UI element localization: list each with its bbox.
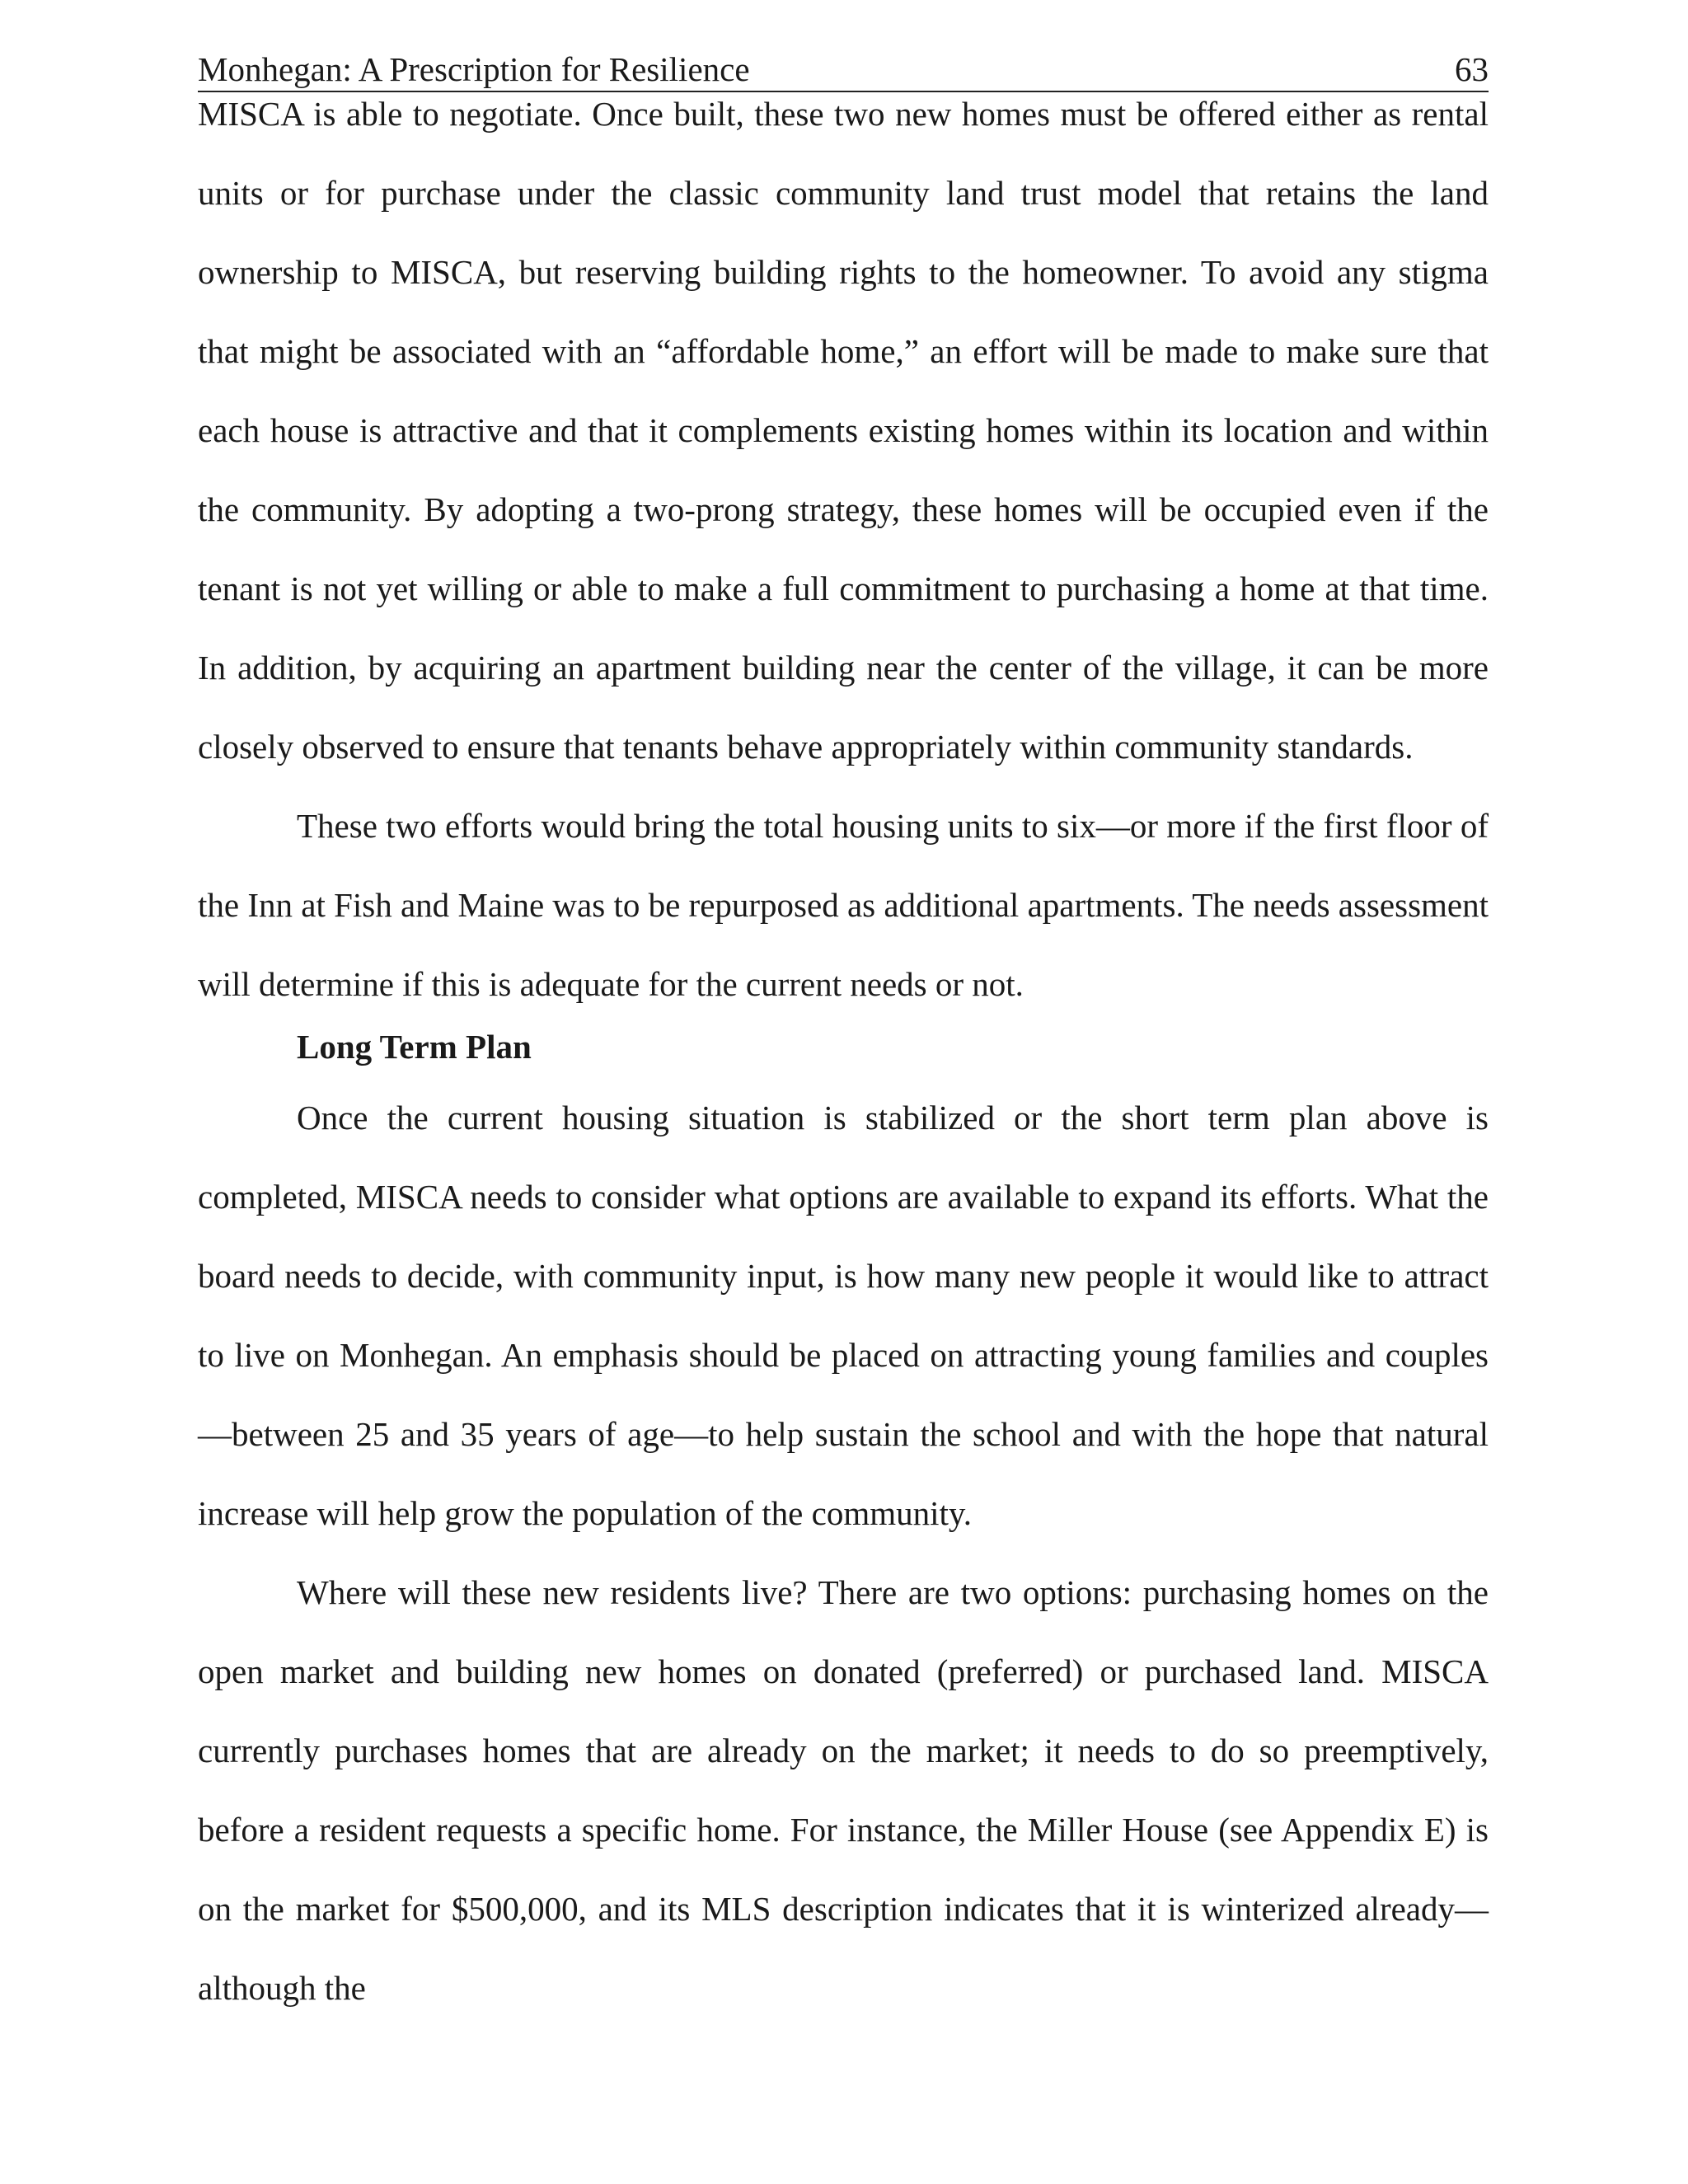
paragraph: These two efforts would bring the total housing units to six—or more if the first floor of the Inn at Fish and Maine was to be repurposed as additional apartments. The needs assessment will determine if this is adequate for the current needs or not.: [198, 807, 1489, 1003]
body-text: [198, 74, 1489, 2027]
paragraph: MISCA is able to negotiate. Once built, these two new homes must be offered either as rental units or for purchase under the classic community land trust model that retains the land ownership to MISCA, but reserving building rights to the homeowner. To avoid any stigma that might be associated with an “affordable home,” an effort will be made to make sure that each house is attractive and that it complements existing homes within its location and within the community. By adopting a two-prong strategy, these homes will be occupied even if the tenant is not yet willing or able to make a full commitment to purchasing a home at that time. In addition, by acquiring an apartment building near the center of the village, it can be more closely observed to ensure that tenants behave appropriately within community standards.: [198, 95, 1489, 766]
section-heading: Long Term Plan: [297, 1028, 532, 1066]
running-title: Monhegan: A Prescription for Resilience: [198, 50, 750, 88]
page-number: 63: [1455, 50, 1489, 88]
paragraph: Where will these new residents live? There are two options: purchasing homes on the open market and building new homes on donated (preferred) or purchased land. MISCA currently purchases homes that are already on the market; it needs to do so preemptively, before a resident requests a specific home. For instance, the Miller House (see Appendix E) is on the market for $500,000, and its MLS description indicates that it is winterized already—although the: [198, 1573, 1489, 2007]
paragraph: Once the current housing situation is stabilized or the short term plan above is completed, MISCA needs to consider what options are available to expand its efforts. What the board needs to decide, with community input, is how many new people it would like to attract to live on Monhegan. An emphasis should be placed on attracting young families and couples—between 25 and 35 years of age—to help sustain the school and with the hope that natural increase will help grow the population of the community.: [198, 1099, 1489, 1532]
document-page: [198, 48, 1489, 2027]
